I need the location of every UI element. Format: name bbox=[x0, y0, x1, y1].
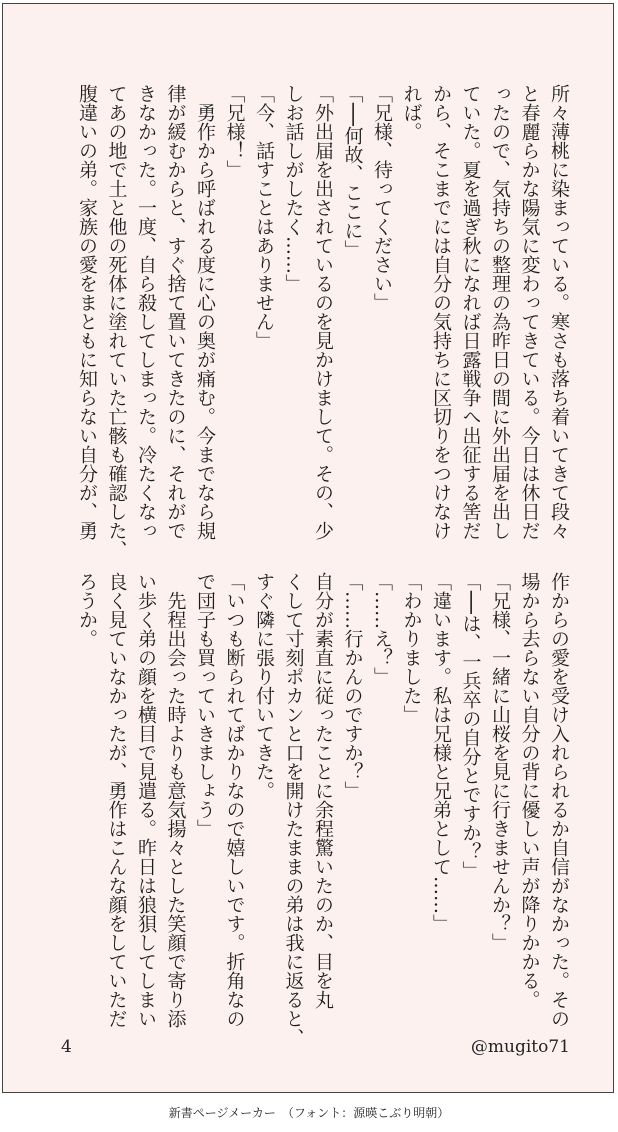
book-page bbox=[2, 3, 614, 1093]
text-line: 勇作から呼ばれる度に心の奥が痛む。今までなら規 bbox=[194, 84, 216, 540]
text-line: 自分が素直に従ったことに余程驚いたのか、目を丸 bbox=[312, 572, 334, 1009]
upper-text-block bbox=[72, 84, 574, 559]
text-line: てあの地で土と他の死体に塗れていた亡骸も確認した、 bbox=[105, 84, 128, 559]
text-line: 「──は、一兵卒の自分とですか？」 bbox=[459, 572, 482, 880]
text-line: 腹違いの弟。家族の愛をまともに知らない自分が、勇 bbox=[76, 84, 98, 540]
text-line: 律が緩むからと、すぐ捨て置いてきたのに、それがで bbox=[164, 84, 187, 540]
text-line: 「外出届を出されているのを見かけまして。その、少 bbox=[312, 84, 334, 540]
text-line: 「兄様！」 bbox=[223, 84, 246, 179]
text-line: 「いつも断られてばかりなので嬉しいです。折角なの bbox=[223, 572, 246, 1028]
text-line: 「違います。私は兄様と兄弟として……」 bbox=[430, 572, 452, 933]
text-line: で団子も買っていきましょう」 bbox=[194, 572, 216, 838]
text-line: 「今、話すことはありません」 bbox=[253, 84, 275, 350]
text-line: から、そこまでには自分の気持ちに区切りをつけなけ bbox=[430, 84, 452, 540]
lower-text-block bbox=[72, 572, 574, 1047]
text-line: くして寸刻ポカンと口を開けたままの弟は我に返ると、 bbox=[282, 572, 305, 1047]
text-line: 良く見ていなかったが、勇作はこんな顔をしていただ bbox=[105, 572, 128, 1028]
text-line: ていた。夏を過ぎ秋になれば日露戦争へ出征する筈だ bbox=[459, 84, 482, 540]
author-handle: @mugito71 bbox=[470, 1037, 570, 1057]
text-line: 「わかりました」 bbox=[400, 572, 423, 724]
text-line: 所々薄桃に染まっている。寒さも落ち着いてきて段々 bbox=[548, 84, 570, 540]
text-line: 先程出会った時よりも意気揚々とした笑顔で寄り添 bbox=[164, 572, 187, 1028]
text-line: 「……行かんのですか？」 bbox=[341, 572, 364, 800]
text-line: れば。 bbox=[400, 84, 423, 141]
text-line: 場から去らない自分の背に優しい声が降りかかる。 bbox=[518, 572, 541, 1009]
text-line: 「……え？」 bbox=[371, 572, 393, 686]
text-line: しお話しがしたく……」 bbox=[282, 84, 305, 293]
text-line: 作からの愛を受け入れられるか自信がなかった。その bbox=[548, 572, 570, 1028]
text-line: い歩く弟の顔を横目で見遣る。昨日は狼狽してしまい bbox=[135, 572, 157, 1028]
text-line: 「──何故、ここに」 bbox=[341, 84, 364, 259]
text-line: ろうか。 bbox=[76, 572, 98, 648]
page-number: 4 bbox=[61, 1037, 72, 1057]
text-line: ったので、気持ちの整理の為昨日の間に外出届を出し bbox=[489, 84, 511, 540]
text-line: 「兄様、一緒に山桜を見に行きませんか？」 bbox=[489, 572, 511, 952]
text-line: と春麗らかな陽気に変わってきている。今日は休日だ bbox=[518, 84, 541, 540]
text-line: きなかった。一度、自ら殺してしまった。冷たくなっ bbox=[135, 84, 157, 540]
text-line: すぐ隣に張り付いてきた。 bbox=[253, 572, 275, 800]
footer-credit: 新書ページメーカー （フォント：源暎こぶり明朝） bbox=[168, 1106, 450, 1120]
text-line: 「兄様、待ってください」 bbox=[371, 84, 393, 312]
